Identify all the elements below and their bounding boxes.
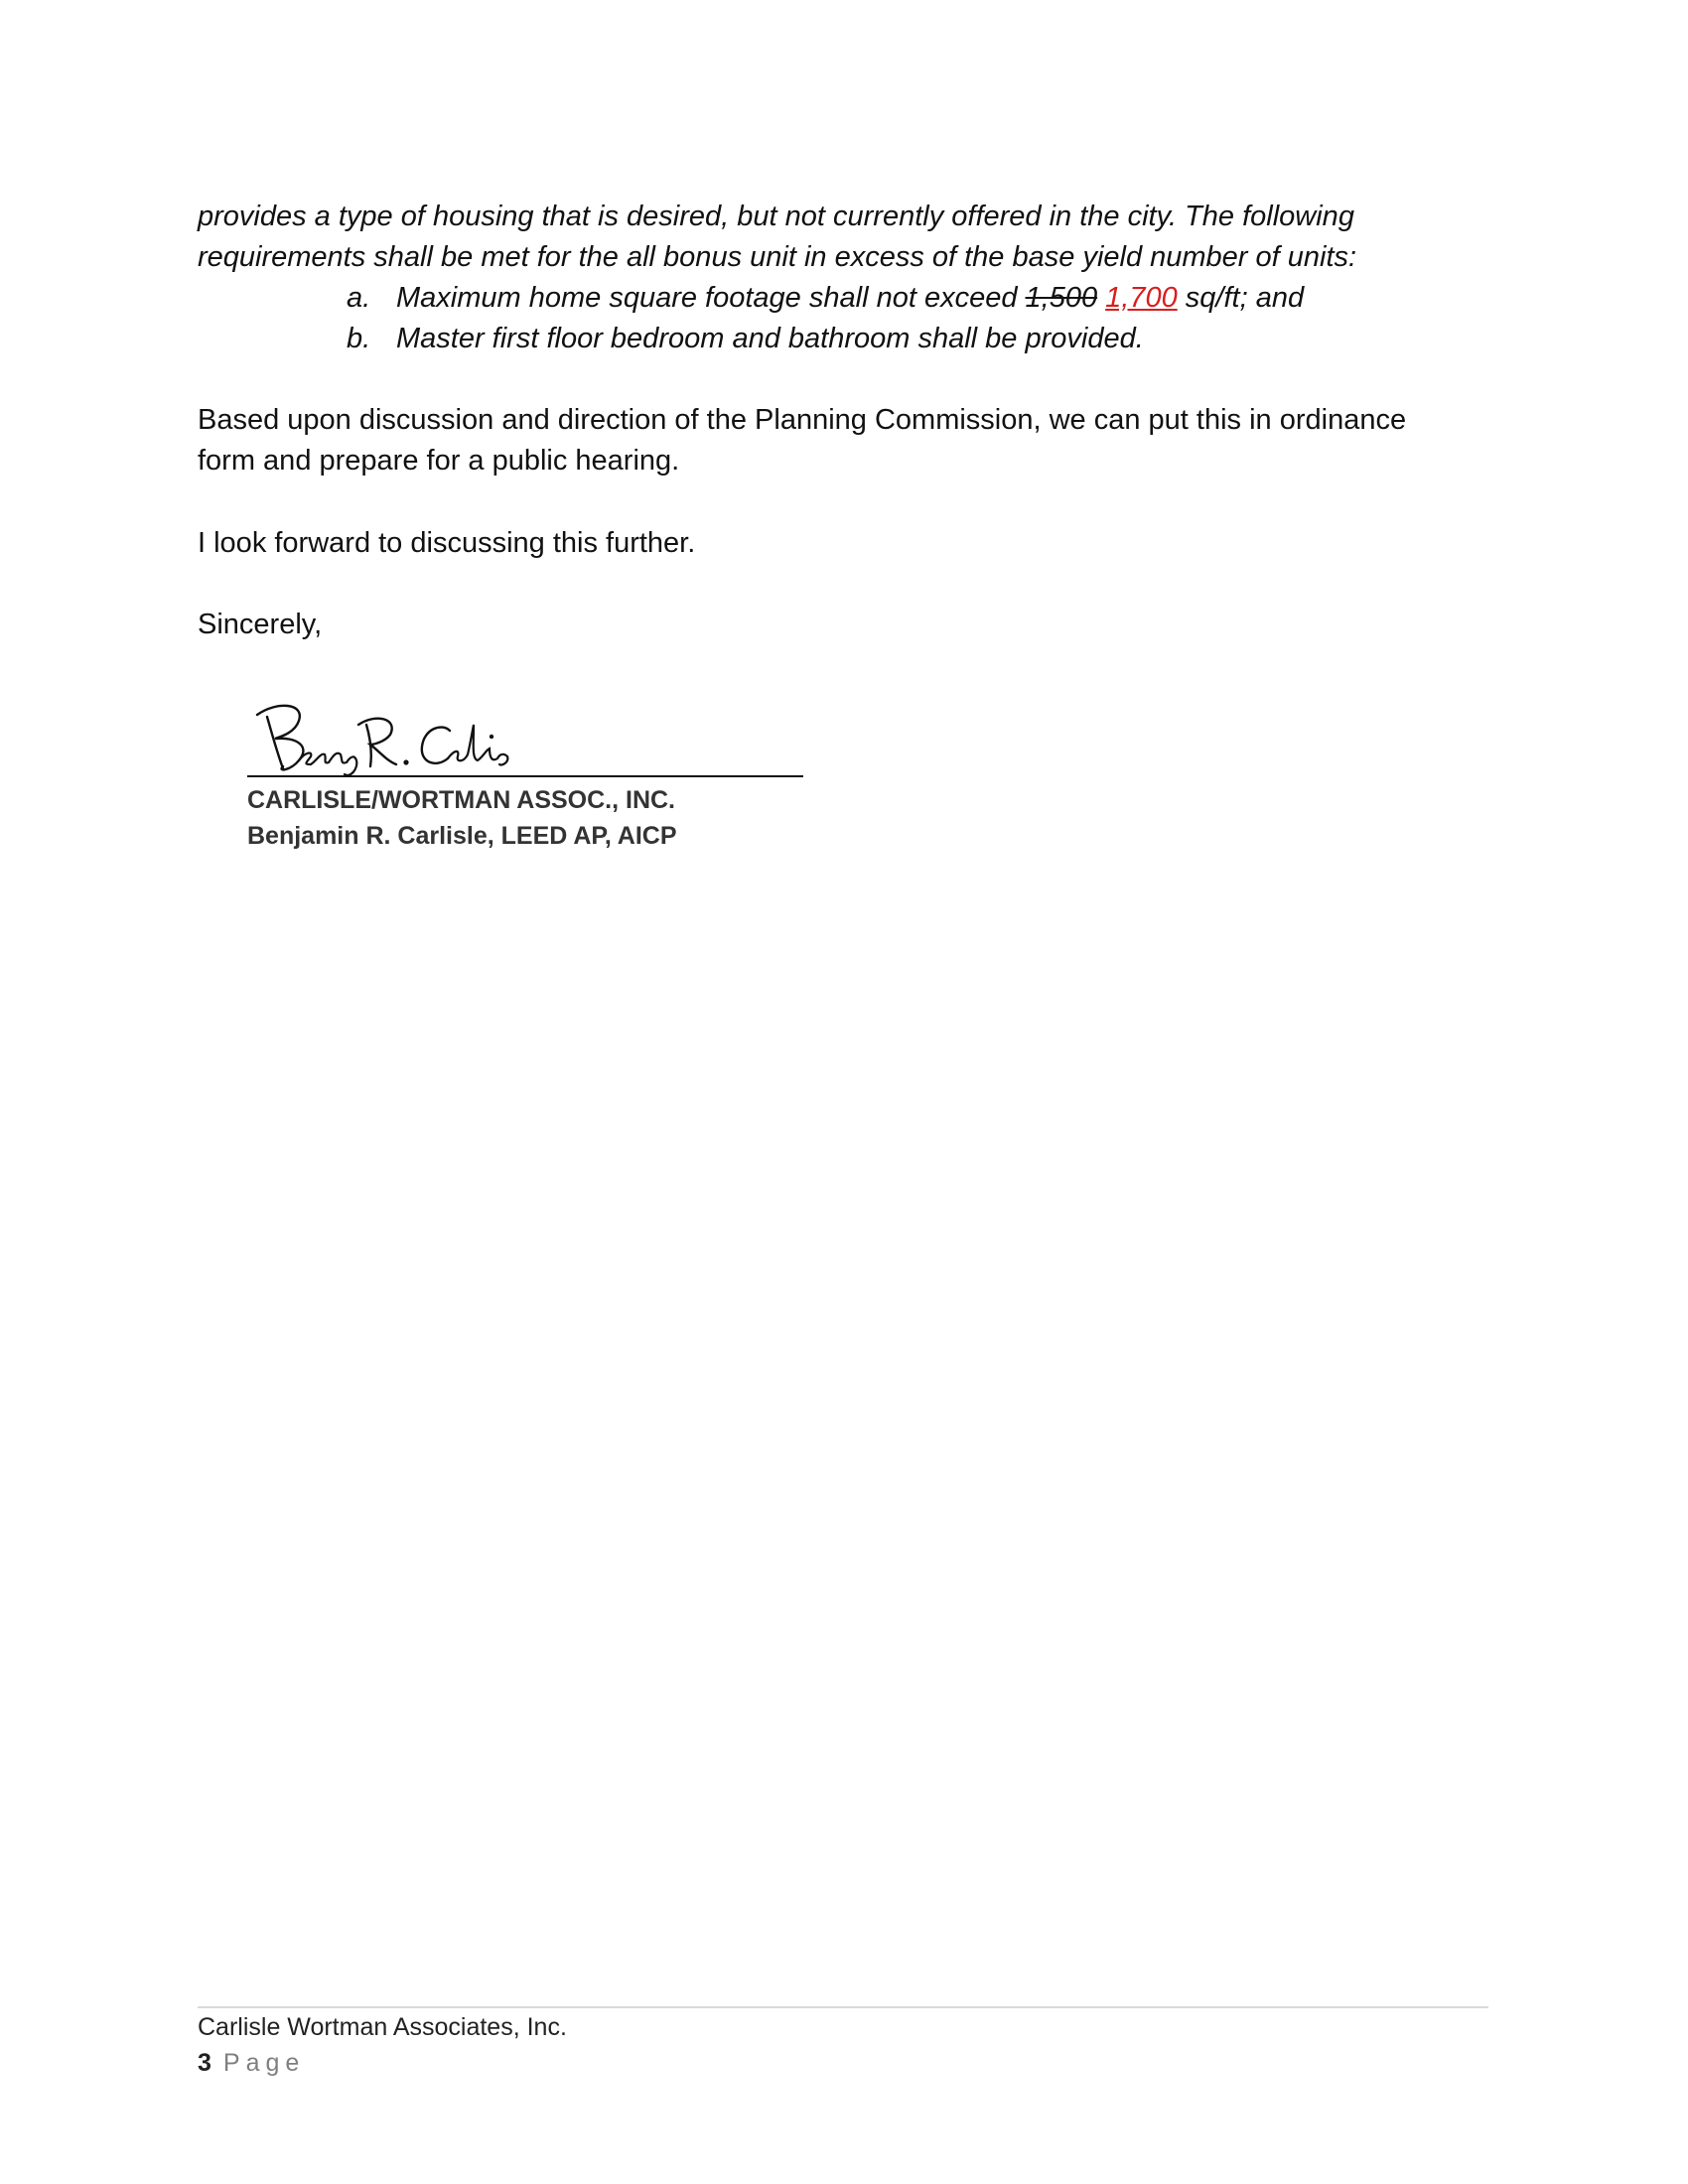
requirement-text-before: Maximum home square footage shall not exceed <box>396 282 1026 314</box>
requirements-list <box>198 278 1488 359</box>
continuation-line-1: provides a type of housing that is desired, but not currently offered in the city. The following <box>198 201 1354 232</box>
continuation-paragraph <box>198 197 1488 278</box>
list-marker: b. <box>347 323 371 354</box>
footer-page-number: 3 <box>198 2049 211 2077</box>
requirement-item-a <box>198 278 1488 319</box>
requirement-text-after: sq/ft; and <box>1177 282 1305 314</box>
requirement-text <box>396 278 1304 319</box>
handwritten-signature <box>247 695 803 778</box>
paragraph-line-1: Based upon discussion and direction of the Planning Commission, we can put this in ordinance <box>198 404 1407 436</box>
ordinance-paragraph <box>198 400 1488 481</box>
footer-company: Carlisle Wortman Associates, Inc. <box>198 2013 567 2041</box>
footer-page-indicator <box>198 2045 305 2081</box>
footer-page-word: Page <box>222 2049 306 2077</box>
inserted-value: 1,700 <box>1105 282 1178 314</box>
signature-block <box>247 695 803 854</box>
requirement-item-b <box>198 319 1488 359</box>
paragraph-line-2: form and prepare for a public hearing. <box>198 445 680 477</box>
signature-company: CARLISLE/WORTMAN ASSOC., INC. <box>247 786 676 814</box>
closing-sentence: I look forward to discussing this further. <box>198 527 696 559</box>
requirement-text: Master first floor bedroom and bathroom shall be provided. <box>396 323 1144 354</box>
continuation-line-2: requirements shall be met for the all bonus unit in excess of the base yield number of units: <box>198 241 1357 273</box>
signature-name: Benjamin R. Carlisle, LEED AP, AICP <box>247 822 677 850</box>
list-marker: a. <box>347 282 371 314</box>
valediction: Sincerely, <box>198 609 323 640</box>
footer-divider <box>198 2006 1488 2008</box>
struck-value: 1,500 <box>1025 282 1098 314</box>
